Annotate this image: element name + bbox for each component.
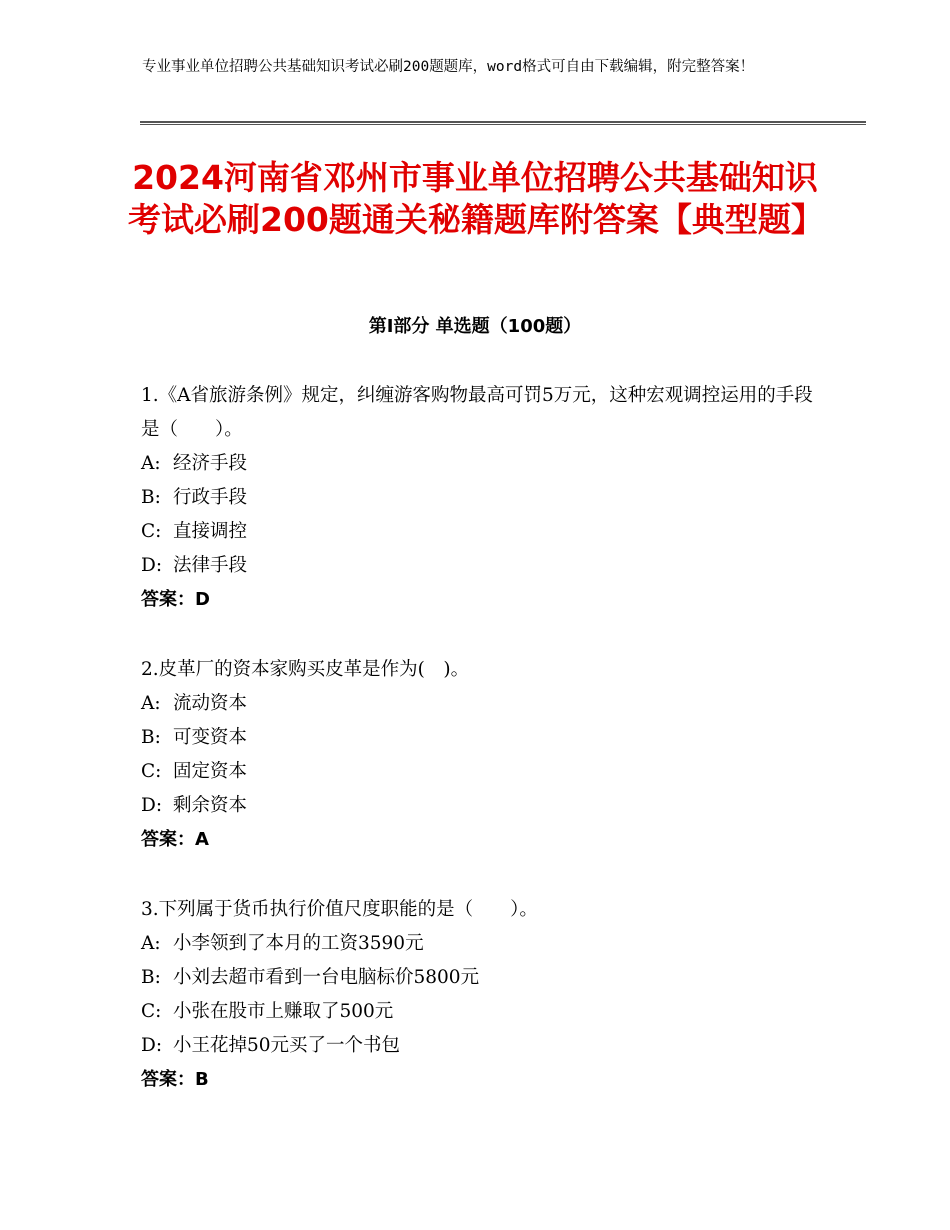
option-letter: A:: [141, 693, 161, 714]
option-text: 小刘去超市看到一台电脑标价5800元: [173, 967, 480, 988]
option-letter: C:: [141, 521, 162, 542]
option-text: 小李领到了本月的工资3590元: [173, 933, 424, 954]
option-text: 剩余资本: [173, 795, 248, 816]
option-letter: D:: [141, 795, 163, 816]
document-title: 2024河南省邓州市事业单位招聘公共基础知识考试必刷200题通关秘籍题库附答案【典型题】: [128, 158, 824, 239]
option-text: 固定资本: [173, 761, 248, 782]
option-text: 小张在股市上赚取了500元: [173, 1001, 394, 1022]
option-letter: A:: [141, 453, 161, 474]
header-divider: [140, 121, 866, 125]
option-text: 小王花掉50元买了一个书包: [173, 1035, 401, 1056]
option-c: [141, 515, 821, 549]
question-stem: 1.《A省旅游条例》规定，纠缠游客购物最高可罚5万元，这种宏观调控运用的手段是（ ）。: [141, 385, 813, 440]
option-letter: D:: [141, 1035, 163, 1056]
option-b: [141, 961, 821, 995]
option-text: 可变资本: [173, 727, 248, 748]
question-3: [141, 893, 821, 1097]
option-letter: A:: [141, 933, 161, 954]
answer-line: 答案：D: [141, 589, 210, 610]
option-text: 经济手段: [173, 453, 248, 474]
option-text: 法律手段: [173, 555, 248, 576]
option-a: [141, 927, 821, 961]
option-letter: C:: [141, 1001, 162, 1022]
question-2: [141, 653, 821, 857]
option-d: [141, 549, 821, 583]
option-b: [141, 481, 821, 515]
option-d: [141, 789, 821, 823]
question-stem: 3.下列属于货币执行价值尺度职能的是（ ）。: [141, 899, 538, 920]
option-b: [141, 721, 821, 755]
header-note: 专业事业单位招聘公共基础知识考试必刷200题题库，word格式可自由下载编辑，附完整答案！: [142, 59, 755, 75]
option-letter: C:: [141, 761, 162, 782]
section-heading: 第Ⅰ部分 单选题（100题）: [368, 316, 582, 337]
option-letter: B:: [141, 967, 161, 988]
option-letter: D:: [141, 555, 163, 576]
option-a: [141, 447, 821, 481]
option-letter: B:: [141, 727, 161, 748]
option-text: 行政手段: [173, 487, 248, 508]
option-text: 直接调控: [173, 521, 248, 542]
option-a: [141, 687, 821, 721]
question-stem: 2.皮革厂的资本家购买皮革是作为( )。: [141, 659, 470, 680]
answer-line: 答案：B: [141, 1069, 209, 1090]
option-d: [141, 1029, 821, 1063]
option-letter: B:: [141, 487, 161, 508]
answer-line: 答案：A: [141, 829, 209, 850]
option-c: [141, 755, 821, 789]
option-c: [141, 995, 821, 1029]
option-text: 流动资本: [173, 693, 248, 714]
question-1: [141, 379, 821, 617]
